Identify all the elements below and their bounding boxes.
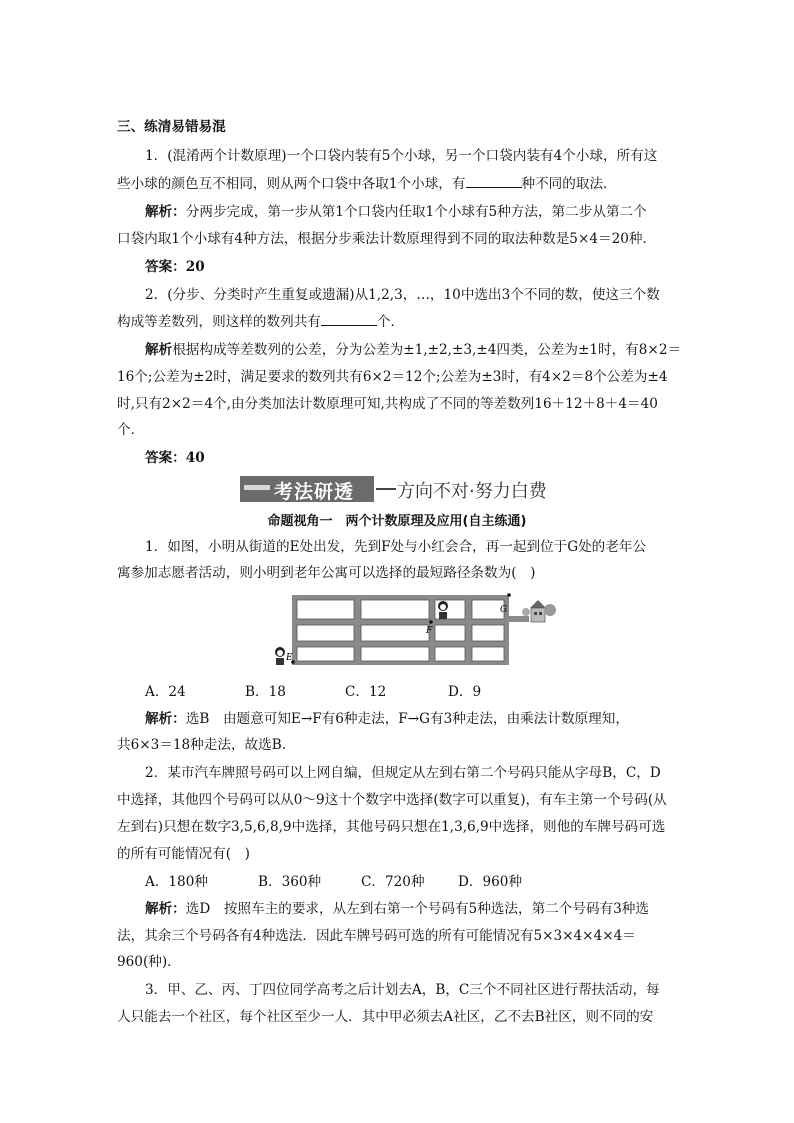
p1-option-a: A．24 bbox=[145, 684, 186, 700]
street-blocks bbox=[297, 600, 504, 661]
p1-option-d: D．9 bbox=[448, 684, 482, 700]
banner-dash bbox=[376, 488, 396, 490]
q2-line-2 bbox=[117, 312, 404, 331]
q2-analysis-4: 个． bbox=[117, 422, 145, 438]
q2-line-2b: 个． bbox=[376, 314, 405, 330]
q1-answer bbox=[145, 258, 205, 276]
road-to-g bbox=[509, 616, 529, 622]
p2-analysis-3: 960(种)． bbox=[117, 954, 181, 970]
q2-analysis-label: 解析 bbox=[145, 342, 173, 358]
p1-analysis-text-1: 选B 由题意可知E→F有6种走法，F→G有3种走法，由乘法计数原理知， bbox=[185, 711, 629, 727]
banner-tagline: 方向不对·努力白费 bbox=[397, 481, 547, 502]
q2-answer-value: 40 bbox=[185, 450, 205, 466]
p2-options bbox=[145, 873, 522, 891]
q1-line-2b: 种不同的取法． bbox=[521, 176, 617, 192]
q1-line-1: 1．(混淆两个计数原理)一个口袋内装有5个小球，另一个口袋内装有4个小球，所有这 bbox=[145, 148, 658, 164]
p2-analysis-2: 法，其余三个号码各有4种选法．因此车牌号码可选的所有可能情况有5×3×4×4×4＝ bbox=[117, 928, 636, 944]
p1-analysis-2: 共6×3＝18种走法，故选B. bbox=[117, 737, 287, 753]
q2-answer-blank bbox=[321, 312, 377, 326]
p1-option-c: C．12 bbox=[345, 684, 387, 700]
q2-analysis-3: 时,只有2×2＝4个,由分类加法计数原理可知,共构成了不同的等差数列16＋12＋8＋4＝40 bbox=[117, 396, 658, 412]
p2-option-b: B．360种 bbox=[258, 874, 322, 890]
p1-analysis-label: 解析： bbox=[145, 711, 186, 727]
p2-analysis-1 bbox=[145, 900, 649, 918]
label-f: F bbox=[426, 626, 433, 636]
q1-line-2a: 些小球的颜色互不相同，则从两个口袋中各取1个小球，有 bbox=[117, 176, 466, 192]
p2-analysis-text-1: 选D 按照车主的要求，从左到右第一个号码有5种选法，第二个号码有3种选 bbox=[185, 901, 649, 917]
point-g-dot bbox=[507, 593, 511, 597]
p1-analysis-1 bbox=[145, 710, 629, 728]
q1-answer-label: 答案： bbox=[145, 259, 186, 275]
p1-option-b: B．18 bbox=[245, 684, 286, 700]
p1-line-1: 1．如图，小明从街道的E处出发，先到F处与小红会合，再一起到位于G处的老年公 bbox=[145, 539, 647, 555]
q1-answer-blank bbox=[466, 174, 522, 188]
p2-line-1: 2．某市汽车牌照号码可以上网自编，但规定从左到右第二个号码只能从字母B，C，D bbox=[145, 765, 661, 781]
banner-stripe bbox=[244, 485, 270, 490]
section-title: 三、练清易错易混 bbox=[117, 119, 226, 135]
p3-line-2: 人只能去一个社区，每个社区至少一人．其中甲必须去A社区，乙不去B社区，则不同的安 bbox=[117, 1009, 654, 1025]
p2-option-c: C．720种 bbox=[361, 874, 425, 890]
q1-line-2 bbox=[117, 174, 617, 193]
q2-analysis-1 bbox=[145, 341, 681, 359]
q1-analysis-2: 口袋内取1个小球有4种方法，根据分步乘法计数原理得到不同的取法种数是5×4＝20种． bbox=[117, 231, 657, 247]
banner-box-text: 考法研透 bbox=[274, 481, 355, 503]
p1-line-2: 寓参加志愿者活动，则小明到老年公寓可以选择的最短路径条数为( ) bbox=[117, 565, 536, 581]
p2-line-2: 中选择，其他四个号码可以从0～9这十个数字中选择(数字可以重复)，有车主第一个号码(从 bbox=[117, 792, 667, 808]
q1-answer-value: 20 bbox=[185, 259, 205, 275]
p2-line-3: 左到右)只想在数字3,5,6,8,9中选择，其他号码只想在1,3,6,9中选择，则他的车牌号码可选 bbox=[117, 819, 666, 835]
p1-options bbox=[145, 683, 481, 701]
q2-analysis-text-1: 根据构成等差数列的公差，分为公差为±1,±2,±3,±4四类，公差为±1时，有8×2＝ bbox=[172, 342, 682, 358]
q1-analysis-1 bbox=[145, 203, 647, 221]
p2-line-4: 的所有可能情况有( ) bbox=[117, 846, 250, 862]
point-f-dot bbox=[429, 620, 433, 624]
q2-answer bbox=[145, 449, 205, 467]
p2-option-d: D．960种 bbox=[458, 874, 523, 890]
label-g: G bbox=[500, 605, 508, 615]
label-e: E bbox=[286, 653, 293, 663]
p2-option-a: A．180种 bbox=[145, 874, 208, 890]
p2-analysis-label: 解析： bbox=[145, 901, 186, 917]
q2-line-1: 2．(分步、分类时产生重复或遗漏)从1,2,3，…，10中选出3个不同的数，使这三个数 bbox=[145, 287, 660, 303]
q2-answer-label: 答案： bbox=[145, 450, 186, 466]
q2-analysis-2: 16个;公差为±2时，满足要求的数列共有6×2＝12个;公差为±3时，有4×2＝8个公差为±4 bbox=[117, 369, 668, 385]
p3-line-1: 3．甲、乙、丙、丁四位同学高考之后计划去A，B，C三个不同社区进行帮扶活动，每 bbox=[145, 982, 660, 998]
street-grid-figure bbox=[268, 590, 558, 670]
q1-analysis-text-1: 分两步完成，第一步从第1个口袋内任取1个小球有5种方法，第二步从第二个 bbox=[185, 204, 647, 220]
subheading: 命题视角一 两个计数原理及应用(自主练通) bbox=[267, 514, 527, 529]
q1-analysis-label: 解析： bbox=[145, 204, 186, 220]
q2-line-2a: 构成等差数列，则这样的数列共有 bbox=[117, 314, 321, 330]
xiaoming-figure-icon bbox=[275, 647, 285, 665]
